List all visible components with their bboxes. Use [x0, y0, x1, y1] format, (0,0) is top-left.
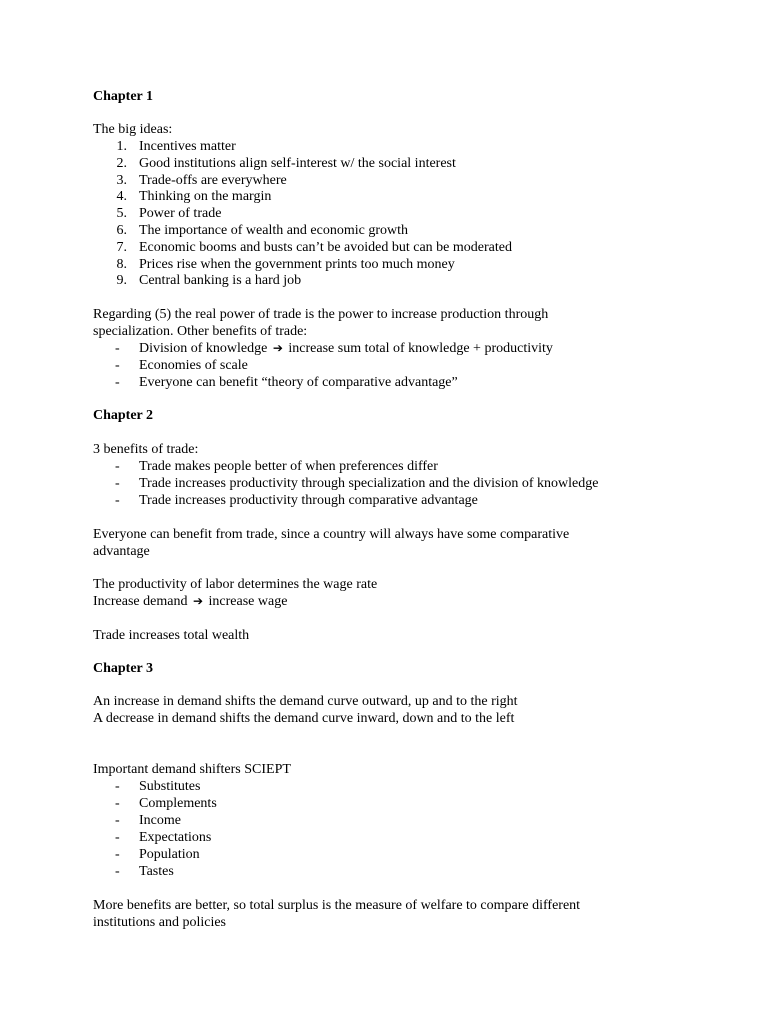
increase-demand-line: Increase demand ➔ increase wage — [93, 594, 288, 609]
trade-paragraph-line-2: specialization. Other benefits of trade: — [93, 324, 308, 339]
arrow-right-icon: ➔ — [192, 594, 204, 608]
arrow-right-icon: ➔ — [272, 341, 283, 355]
big-ideas-intro: The big ideas: — [93, 122, 173, 137]
comparative-advantage-line-2: advantage — [93, 544, 150, 559]
comparative-advantage-line-1: Everyone can benefit from trade, since a country will always have some comparative — [93, 527, 570, 542]
chapter-2-heading: Chapter 2 — [93, 408, 154, 423]
chapter-3-heading: Chapter 3 — [93, 661, 154, 676]
labor-productivity-line: The productivity of labor determines the wage rate — [93, 577, 378, 592]
chapter-1-heading: Chapter 1 — [93, 89, 154, 104]
trade-paragraph-line-1: Regarding (5) the real power of trade is the power to increase production through — [93, 307, 549, 322]
total-surplus-line-1: More benefits are better, so total surplus is the measure of welfare to compare different — [93, 898, 581, 913]
demand-increase-line: An increase in demand shifts the demand curve outward, up and to the right — [93, 694, 518, 709]
trade-benefits-intro: 3 benefits of trade: — [93, 442, 199, 457]
total-surplus-line-2: institutions and policies — [93, 915, 226, 930]
demand-shifters-intro: Important demand shifters SCIEPT — [93, 762, 291, 777]
total-wealth-line: Trade increases total wealth — [93, 628, 250, 643]
demand-decrease-line: A decrease in demand shifts the demand curve inward, down and to the left — [93, 711, 515, 726]
